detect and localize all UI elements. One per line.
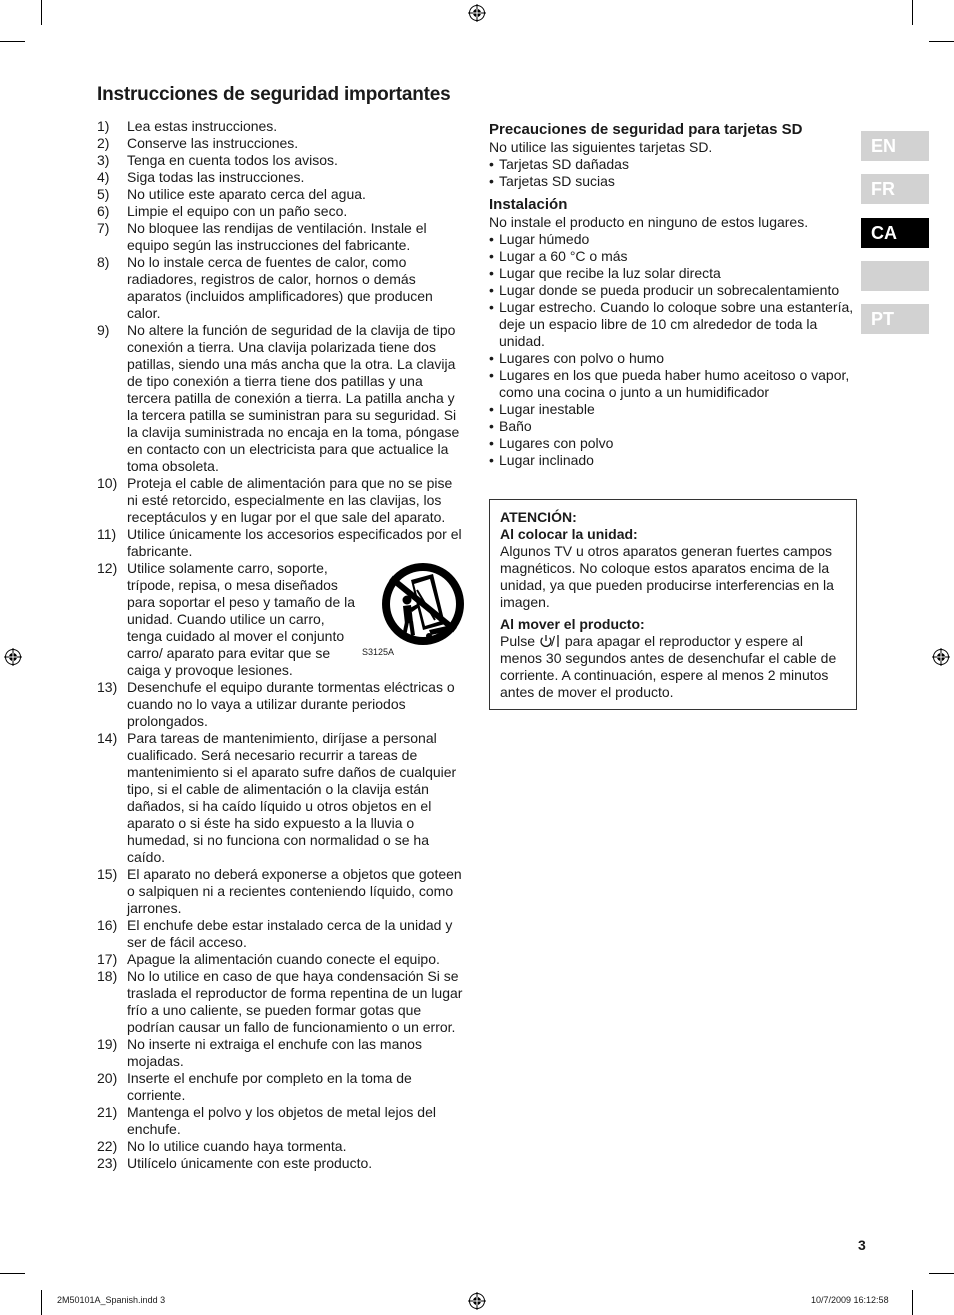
item-number: 8) (97, 254, 110, 270)
item-text: Utilice únicamente los accesorios especificados por el fabricante. (127, 526, 462, 559)
section-heading: Precauciones de seguridad para tarjetas SD (489, 121, 803, 138)
list-item (97, 322, 467, 475)
item-text: No utilice este aparato cerca del agua. (127, 186, 366, 202)
list-item (97, 254, 467, 322)
language-tab-fr[interactable]: FR (861, 174, 929, 204)
list-item: • Lugares con polvo o humo (489, 350, 857, 367)
item-number: 6) (97, 203, 110, 219)
page-title: Instrucciones de seguridad importantes (97, 84, 451, 105)
list-item (97, 1070, 467, 1104)
crop-mark (929, 41, 954, 42)
list-item (97, 951, 467, 968)
crop-mark (912, 0, 913, 25)
item-number: 19) (97, 1036, 118, 1052)
attention-box (489, 499, 857, 710)
item-number: 12) (97, 560, 118, 576)
list-item (97, 560, 467, 679)
item-number: 4) (97, 169, 110, 185)
list-item (97, 203, 467, 220)
list-item: • Tarjetas SD sucias (489, 173, 857, 190)
crop-mark (41, 1290, 42, 1315)
crop-mark (0, 41, 25, 42)
item-text: No bloquee las rendijas de ventilación. Instale el equipo según las instrucciones del fabricante. (127, 220, 427, 253)
page-number: 3 (858, 1237, 866, 1253)
item-text: Mantenga el polvo y los objetos de metal lejos del enchufe. (127, 1104, 436, 1137)
list-item: • Lugar húmedo (489, 231, 857, 248)
registration-mark-icon (468, 4, 486, 22)
language-tab-blank[interactable] (861, 261, 929, 291)
list-item (97, 118, 467, 135)
item-text: No altere la función de seguridad de la clavija de tipo conexión a tierra. Una clavija polarizada tiene dos patillas, siendo una más ancha que la otra. La clavija de tipo conexión a tierra tiene dos patillas y una tercera patilla de conexión a tierra. La patilla ancha y la tercera patilla se suministran para su seguridad. Si la clavija suministrada no encaja en la toma, póngase en contacto con un electricista para que actualice la toma obsoleta. (127, 322, 460, 474)
list-item (97, 1155, 467, 1172)
item-number: 16) (97, 917, 118, 933)
crop-mark (41, 0, 42, 25)
item-number: 13) (97, 679, 118, 695)
item-number: 21) (97, 1104, 118, 1120)
item-text: Limpie el equipo con un paño seco. (127, 203, 348, 219)
item-text: Apague la alimentación cuando conecte el equipo. (127, 951, 440, 967)
list-item: • Baño (489, 418, 857, 435)
list-item (97, 730, 467, 866)
item-number: 5) (97, 186, 110, 202)
item-text: Proteja el cable de alimentación para que no se pise ni esté retorcido, especialmente en las clavijas, los receptáculos y en lugar por el que sale del aparato. (127, 475, 453, 525)
item-text: El enchufe debe estar instalado cerca de la unidad y ser de fácil acceso. (127, 917, 453, 950)
moving-pre: Pulse (500, 633, 536, 649)
item-text: Lea estas instrucciones. (127, 118, 278, 134)
placing-heading: Al colocar la unidad: (500, 526, 638, 542)
item-text: Tenga en cuenta todos los avisos. (127, 152, 338, 168)
language-tab-pt[interactable]: PT (861, 304, 929, 334)
item-number: 7) (97, 220, 110, 236)
figure-code: S3125A (362, 647, 395, 657)
installation-section (489, 196, 857, 469)
list-item (97, 186, 467, 203)
list-item (97, 917, 467, 951)
list-item: • Lugares en los que pueda haber humo aceitoso o vapor, como una cocina o junto a un humidificador (489, 367, 857, 401)
sd-card-section (489, 121, 857, 190)
list-item (97, 1138, 467, 1155)
language-tab-en[interactable]: EN (861, 131, 929, 161)
moving-post: para apagar el reproductor y espere al menos 30 segundos antes de desenchufar el cable de corriente. A continuación, espere al menos 2 minutos antes de mover el producto. (500, 633, 837, 700)
item-number: 15) (97, 866, 118, 882)
moving-heading: Al mover el producto: (500, 616, 645, 632)
list-item: • Lugar que recibe la luz solar directa (489, 265, 857, 282)
right-column (489, 121, 857, 469)
item-text: Inserte el enchufe por completo en la toma de corriente. (127, 1070, 412, 1103)
item-text: Desenchufe el equipo durante tormentas eléctricas o cuando no lo vaya a utilizar durante periodos prolongados. (127, 679, 455, 729)
list-item: • Lugar a 60 °C o más (489, 248, 857, 265)
footer-timestamp: 10/7/2009 16:12:58 (811, 1295, 889, 1305)
list-item (97, 169, 467, 186)
list-item (97, 152, 467, 169)
registration-mark-icon (932, 648, 950, 666)
list-item (97, 1036, 467, 1070)
item-text: No lo instale cerca de fuentes de calor, como radiadores, registros de calor, hornos o demás aparatos (incluidos amplificadores) que producen calor. (127, 254, 433, 321)
list-item: • Lugar inclinado (489, 452, 857, 469)
moving-text (500, 633, 846, 701)
item-number: 17) (97, 951, 118, 967)
item-number: 22) (97, 1138, 118, 1154)
list-item: • Lugar estrecho. Cuando lo coloque sobre una estantería, deje un espacio libre de 10 cm alrededor de toda la unidad. (489, 299, 857, 350)
item-number: 23) (97, 1155, 118, 1171)
language-tab-ca[interactable]: CA (861, 218, 929, 248)
crop-mark (929, 1273, 954, 1274)
item-number: 3) (97, 152, 110, 168)
installation-list (489, 231, 857, 469)
item-text: Conserve las instrucciones. (127, 135, 299, 151)
cart-warning-figure (362, 560, 467, 660)
section-heading: Instalación (489, 196, 568, 213)
list-item (97, 135, 467, 152)
placing-text: Algunos TV u otros aparatos generan fuertes campos magnéticos. No coloque estos aparatos encima de la unidad, ya que pueden producirse interferencias en la imagen. (500, 543, 834, 610)
list-item (97, 679, 467, 730)
item-text: No lo utilice cuando haya tormenta. (127, 1138, 347, 1154)
item-text: El aparato no deberá exponerse a objetos que goteen o salpiquen ni a recientes conteniendo líquido, como jarrones. (127, 866, 462, 916)
item-number: 14) (97, 730, 118, 746)
item-text: Utilícelo únicamente con este producto. (127, 1155, 373, 1171)
item-number: 2) (97, 135, 110, 151)
power-standby-icon (539, 634, 561, 648)
list-item (97, 475, 467, 526)
item-number: 9) (97, 322, 110, 338)
attention-heading: ATENCIÓN: (500, 509, 577, 525)
list-item (97, 1104, 467, 1138)
item-number: 10) (97, 475, 118, 491)
list-item: • Tarjetas SD dañadas (489, 156, 857, 173)
list-item (97, 968, 467, 1036)
item-text: Siga todas las instrucciones. (127, 169, 305, 185)
item-number: 11) (97, 526, 117, 542)
crop-mark (912, 1290, 913, 1315)
item-number: 1) (97, 118, 110, 134)
registration-mark-icon (4, 648, 22, 666)
safety-instructions-list (97, 118, 467, 1172)
list-item: • Lugar donde se pueda producir un sobrecalentamiento (489, 282, 857, 299)
section-intro: No instale el producto en ninguno de estos lugares. (489, 214, 809, 230)
sd-card-list (489, 156, 857, 190)
crop-mark (0, 1273, 25, 1274)
item-number: 18) (97, 968, 118, 984)
footer-file-name: 2M50101A_Spanish.indd 3 (57, 1295, 166, 1305)
registration-mark-icon (468, 1292, 486, 1310)
item-number: 20) (97, 1070, 118, 1086)
item-text: Para tareas de mantenimiento, diríjase a personal cualificado. Será necesario recurrir a tareas de mantenimiento si el aparato sufre daños de cualquier tipo, si el cable de alimentación o la clavija están dañados, si ha caído líquido u otros objetos en el aparato o si éste ha sido expuesto a la lluvia o humedad, si no funciona con normalidad o se ha caído. (127, 730, 457, 865)
section-intro: No utilice las siguientes tarjetas SD. (489, 139, 713, 155)
list-item: • Lugares con polvo (489, 435, 857, 452)
item-text: Utilice solamente carro, soporte, trípode, repisa, o mesa diseñados para soportar el peso y tamaño de la unidad. Cuando utilice un carro, tenga cuidado al mover el conjunto carro/ aparato para evitar que se caiga y provoque lesiones. (127, 560, 356, 678)
list-item (97, 220, 467, 254)
list-item (97, 526, 467, 560)
item-text: No lo utilice en caso de que haya condensación Si se traslada el reproductor de forma repentina de un lugar frío a uno caliente, se pueden formar gotas que podrían causar un fallo de funcionamiento o un error. (127, 968, 463, 1035)
cart-tip-over-warning-icon (369, 560, 467, 648)
list-item: • Lugar inestable (489, 401, 857, 418)
list-item (97, 866, 467, 917)
item-text: No inserte ni extraiga el enchufe con las manos mojadas. (127, 1036, 422, 1069)
